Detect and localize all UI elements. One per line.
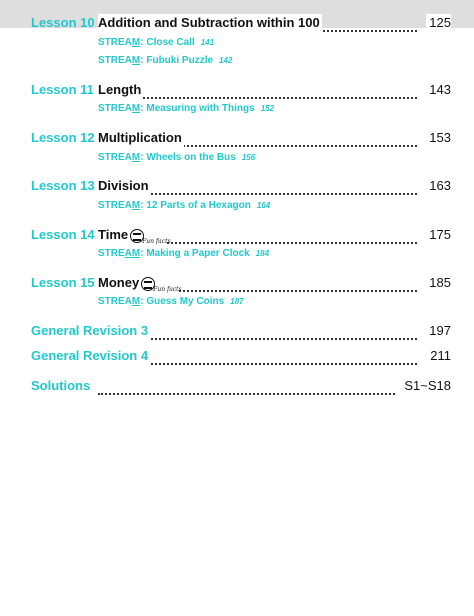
lesson-title-text: Money (98, 275, 140, 290)
dot-leader (98, 85, 417, 99)
dot-leader (98, 381, 395, 395)
lesson-title: Length (98, 82, 142, 97)
stream-label: STREA (98, 55, 132, 66)
stream-entry[interactable] (98, 102, 274, 116)
page-number: 153 (426, 129, 451, 147)
page-number: 175 (426, 226, 451, 244)
toc-entry-lesson-15[interactable] (31, 274, 451, 292)
stream-title: : Fubuki Puzzle (140, 55, 214, 66)
stream-page: 141 (200, 38, 215, 47)
stream-label: STRE (98, 248, 125, 259)
stream-page: 152 (260, 104, 275, 113)
lesson-number: Lesson 14 (31, 227, 95, 242)
page-number: 211 (427, 347, 451, 365)
lesson-title (98, 274, 182, 293)
page-number: 197 (426, 322, 451, 340)
fun-facts-icon (130, 228, 171, 245)
stream-label-underlined: M (131, 152, 141, 163)
stream-label-underlined: AM (124, 248, 141, 259)
stream-title: : Making a Paper Clock (140, 248, 250, 259)
stream-title: : Measuring with Things (140, 103, 255, 114)
stream-label-underlined: M (131, 103, 141, 114)
toc-entry-solutions[interactable] (31, 377, 451, 395)
toc-entry-lesson-10[interactable] (31, 14, 451, 32)
stream-entry[interactable] (98, 36, 214, 50)
stream-page: 184 (255, 249, 270, 258)
stream-title: : Close Call (140, 37, 195, 48)
toc-entry-lesson-14[interactable] (31, 226, 451, 244)
stream-label-underlined: M (131, 37, 141, 48)
page-number: 143 (426, 81, 451, 99)
toc-entry-lesson-12[interactable] (31, 129, 451, 147)
lesson-number: Lesson 10 (31, 15, 95, 30)
toc-entry-general-revision-4[interactable] (31, 347, 451, 365)
lesson-title-text: Time (98, 227, 129, 242)
stream-title: : Wheels on the Bus (140, 152, 236, 163)
lesson-number: Lesson 15 (31, 275, 95, 290)
stream-label: STREA (98, 152, 132, 163)
lesson-title: Division (98, 178, 149, 193)
stream-label: STREA (98, 296, 132, 307)
page-number: 125 (426, 14, 451, 32)
solutions-title: Solutions (31, 378, 91, 393)
fun-facts-label: Fun facts (142, 237, 171, 245)
page-number: 163 (426, 177, 451, 195)
stream-entry[interactable] (98, 247, 269, 261)
stream-label-underlined: M (131, 296, 141, 307)
toc-entry-lesson-13[interactable] (31, 177, 451, 195)
stream-label: STREA (98, 200, 132, 211)
stream-page: 142 (219, 56, 233, 65)
lesson-title: Addition and Subtraction within 100 (98, 15, 320, 30)
general-revision-title: General Revision 3 (31, 323, 149, 338)
lesson-title (98, 226, 171, 245)
fun-facts-icon (141, 276, 182, 293)
page-number: S1~S18 (401, 377, 451, 395)
general-revision-title: General Revision 4 (31, 348, 149, 363)
stream-entry[interactable] (98, 54, 232, 68)
stream-entry[interactable] (98, 199, 270, 213)
stream-label-underlined: M (131, 200, 141, 211)
lesson-number: Lesson 12 (31, 130, 95, 145)
stream-page: 187 (230, 297, 244, 306)
toc-entry-general-revision-3[interactable] (31, 322, 451, 340)
stream-page: 156 (241, 153, 256, 162)
toc-entry-lesson-11[interactable] (31, 81, 451, 99)
stream-title: : 12 Parts of a Hexagon (140, 200, 251, 211)
lesson-number: Lesson 13 (31, 178, 95, 193)
lesson-number: Lesson 11 (31, 82, 94, 97)
stream-label: STREA (98, 37, 132, 48)
stream-label: STREA (98, 103, 132, 114)
stream-entry[interactable] (98, 151, 255, 165)
fun-facts-label: Fun facts (153, 285, 182, 293)
page-number: 185 (426, 274, 451, 292)
stream-title: : Guess My Coins (140, 296, 225, 307)
stream-label-underlined: M (131, 55, 141, 66)
stream-page: 164 (256, 201, 271, 210)
lesson-title: Multiplication (98, 130, 182, 145)
